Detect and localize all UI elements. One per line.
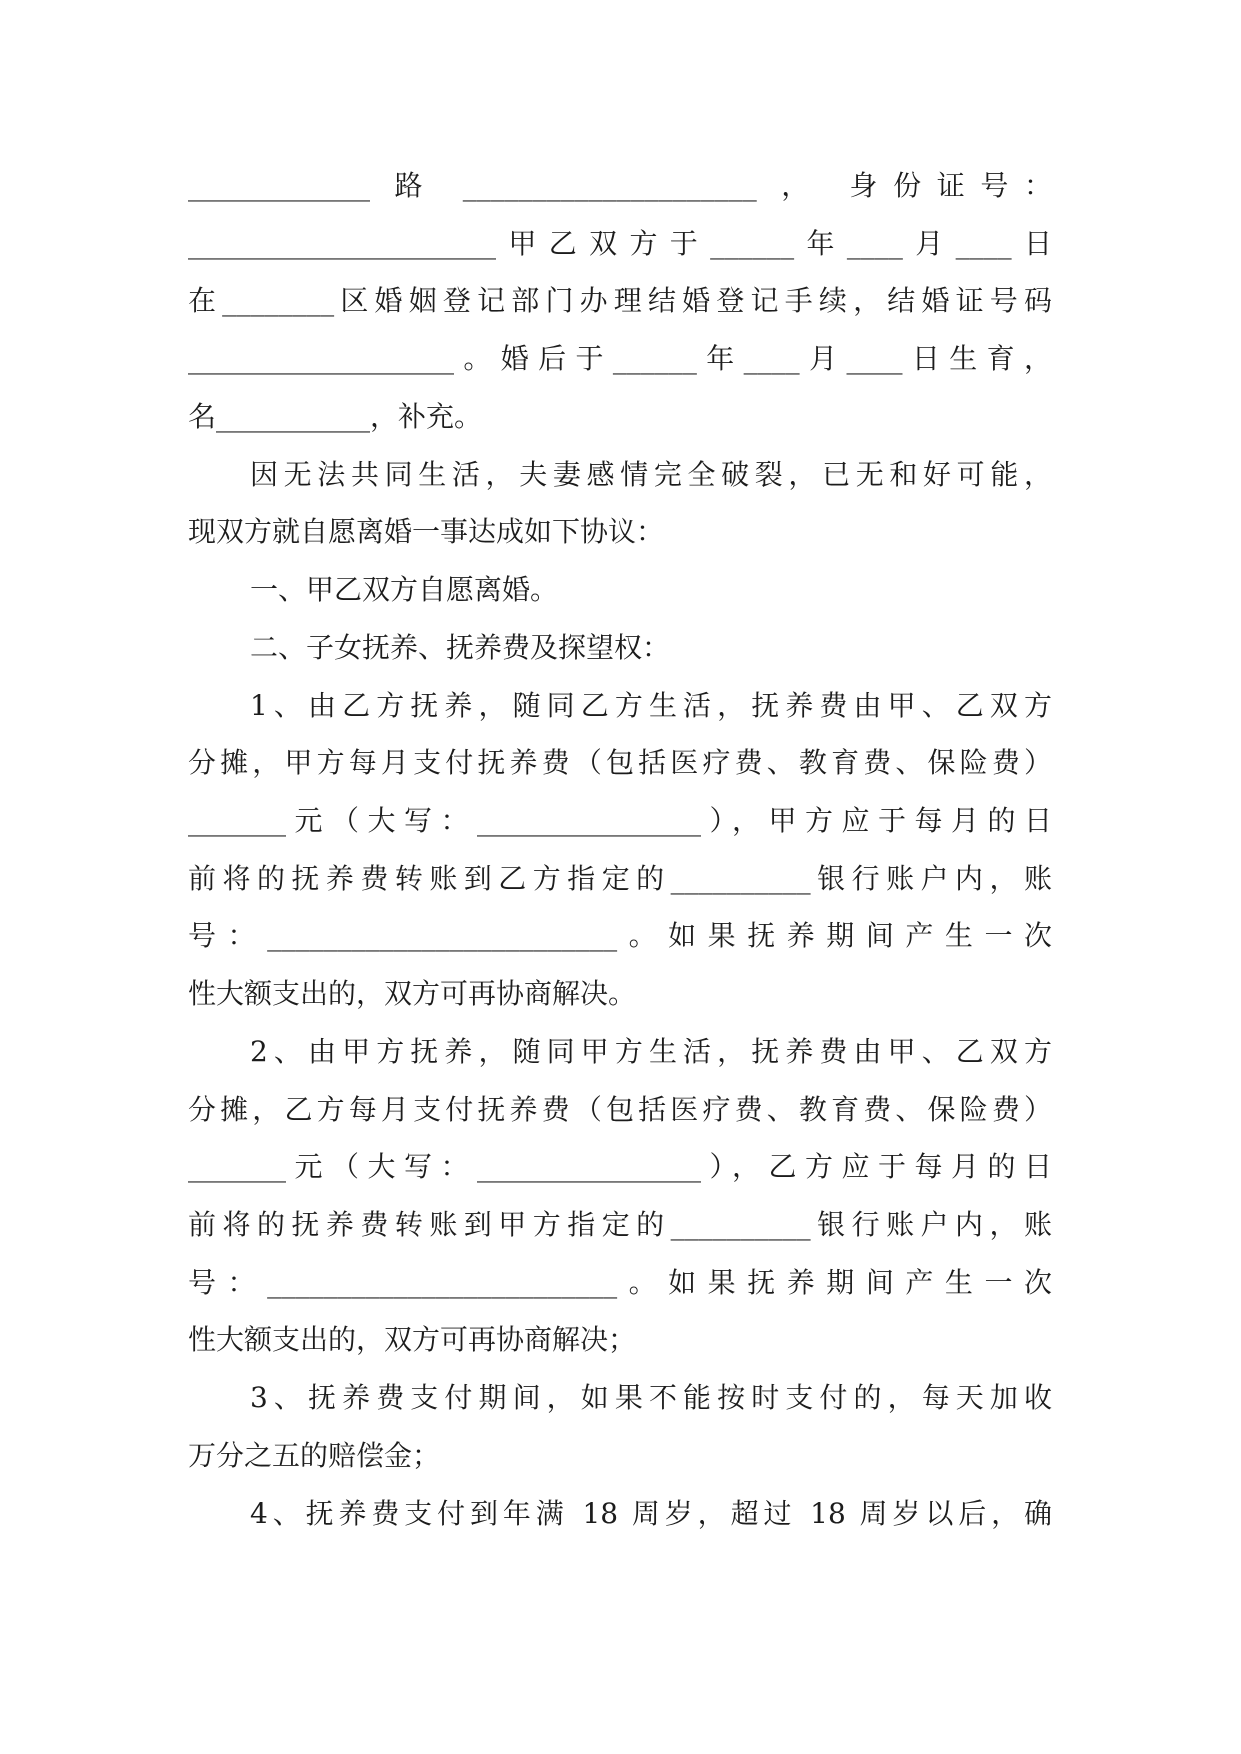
text-line: 分摊，乙方每月支付抚养费（包括医疗费、教育费、保险费） bbox=[188, 1093, 1052, 1126]
text-line: 在________区婚姻登记部门办理结婚登记手续，结婚证号码 bbox=[188, 284, 1052, 317]
clause-heading: 一、甲乙双方自愿离婚。 bbox=[250, 573, 559, 606]
text-line: _______元（大写：________________），甲方应于每月的日 bbox=[188, 804, 1052, 837]
paragraph-first-line: 1、由乙方抚养，随同乙方生活，抚养费由甲、乙双方 bbox=[250, 689, 1052, 722]
paragraph-first-line: 3、抚养费支付期间，如果不能按时支付的，每天加收 bbox=[250, 1381, 1052, 1414]
paragraph-first-line: 2、由甲方抚养，随同甲方生活，抚养费由甲、乙双方 bbox=[250, 1035, 1052, 1068]
text-line: 万分之五的赔偿金； bbox=[188, 1439, 441, 1472]
text-line: 现双方就自愿离婚一事达成如下协议： bbox=[188, 515, 665, 548]
clause-heading: 二、子女抚养、抚养费及探望权： bbox=[250, 631, 671, 664]
text-line: _____________ 路 _____________________ ， 身份证号： bbox=[188, 169, 1052, 202]
text-line: _______元（大写：________________），乙方应于每月的日 bbox=[188, 1150, 1052, 1183]
text-line: 性大额支出的，双方可再协商解决； bbox=[188, 1323, 637, 1356]
text-line: 前将的抚养费转账到甲方指定的__________银行账户内，账 bbox=[188, 1208, 1052, 1241]
paragraph-first-line: 4、抚养费支付到年满 18 周岁，超过 18 周岁以后，确 bbox=[250, 1497, 1052, 1530]
text-line: 性大额支出的，双方可再协商解决。 bbox=[188, 977, 637, 1010]
text-line: 号：_________________________。如果抚养期间产生一次 bbox=[188, 919, 1052, 952]
text-line: ___________________。婚后于______年____月____日生育， bbox=[188, 342, 1052, 375]
paragraph-first-line: 因无法共同生活，夫妻感情完全破裂，已无和好可能， bbox=[250, 458, 1052, 491]
text-line: 前将的抚养费转账到乙方指定的__________银行账户内，账 bbox=[188, 862, 1052, 895]
text-line: 分摊，甲方每月支付抚养费（包括医疗费、教育费、保险费） bbox=[188, 746, 1052, 779]
text-line: 号：_________________________。如果抚养期间产生一次 bbox=[188, 1266, 1052, 1299]
text-line: 名___________，补充。 bbox=[188, 400, 483, 433]
text-line: ______________________甲乙双方于______年____月____日 bbox=[188, 227, 1052, 260]
